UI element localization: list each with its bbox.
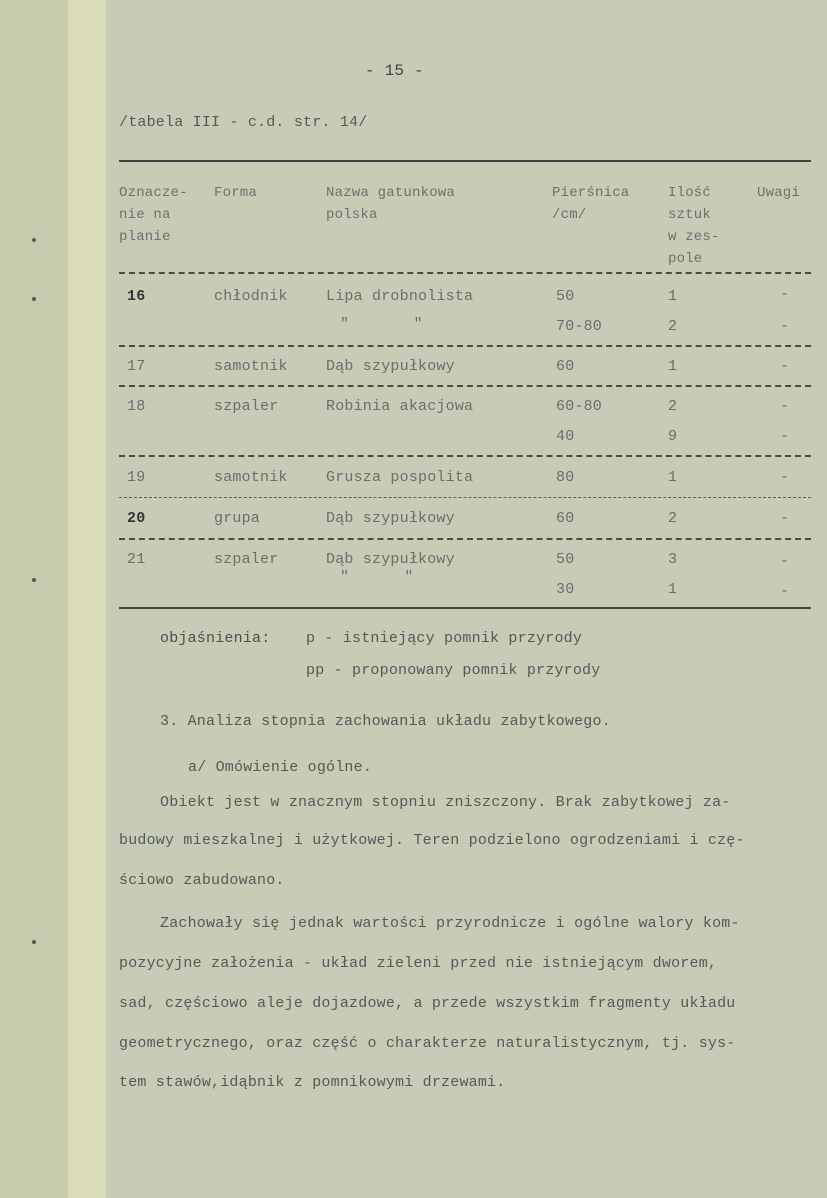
row-18-piersnica-1: 60-80 bbox=[556, 398, 603, 415]
section-heading: 3. Analiza stopnia zachowania układu zabytkowego. bbox=[160, 713, 611, 730]
row-19-nazwa-1: Grusza pospolita bbox=[326, 469, 474, 486]
row-20-uwagi-1: - bbox=[780, 510, 790, 527]
row-21-piersnica-2: 30 bbox=[556, 581, 575, 598]
row-20-ilosc-1: 2 bbox=[668, 510, 678, 527]
row-17-forma: samotnik bbox=[214, 358, 288, 375]
row-divider bbox=[119, 385, 811, 387]
row-21-ilosc-2: 1 bbox=[668, 581, 678, 598]
row-17-nr: 17 bbox=[127, 358, 146, 375]
row-divider bbox=[119, 455, 811, 457]
punch-hole-dot bbox=[32, 297, 36, 301]
row-18-nazwa-1: Robinia akacjowa bbox=[326, 398, 474, 415]
subsection-heading: a/ Omówienie ogólne. bbox=[188, 759, 373, 776]
row-21-uwagi-2: - bbox=[780, 583, 790, 600]
row-19-piersnica-1: 80 bbox=[556, 469, 575, 486]
row-16-uwagi-1: - bbox=[780, 286, 790, 303]
punch-hole-dot bbox=[32, 238, 36, 242]
table-caption: /tabela III - c.d. str. 14/ bbox=[119, 114, 368, 131]
scan-edge bbox=[68, 0, 106, 1198]
page-sheet bbox=[106, 0, 827, 1198]
binding-margin bbox=[0, 0, 68, 1198]
paragraph-line: Zachowały się jednak wartości przyrodnicze i ogólne walory kom- bbox=[160, 915, 740, 932]
row-16-uwagi-2: - bbox=[780, 318, 790, 335]
row-21-nr: 21 bbox=[127, 551, 146, 568]
row-20-nr: 20 bbox=[127, 510, 146, 527]
paragraph-line: Obiekt jest w znacznym stopniu zniszczony. Brak zabytkowej za- bbox=[160, 794, 731, 811]
header-nazwa: Nazwa gatunkowa polska bbox=[326, 185, 456, 223]
table-top-rule bbox=[119, 160, 811, 162]
punch-hole-dot bbox=[32, 578, 36, 582]
row-divider bbox=[119, 497, 811, 498]
paragraph-line: tem stawów,idąbnik z pomnikowymi drzewami. bbox=[119, 1074, 506, 1091]
header-rule bbox=[119, 272, 811, 274]
row-18-piersnica-2: 40 bbox=[556, 428, 575, 445]
row-18-ilosc-1: 2 bbox=[668, 398, 678, 415]
page-number: - 15 - bbox=[365, 62, 424, 80]
row-16-nazwa-1: Lipa drobnolista bbox=[326, 288, 474, 305]
header-piersnica: Pierśnica /cm/ bbox=[552, 185, 630, 223]
row-18-uwagi-1: - bbox=[780, 398, 790, 415]
row-20-forma: grupa bbox=[214, 510, 261, 527]
row-19-ilosc-1: 1 bbox=[668, 469, 678, 486]
row-18-nr: 18 bbox=[127, 398, 146, 415]
row-18-uwagi-2: - bbox=[780, 428, 790, 445]
row-21-nazwa-1: Dąb szypułkowy bbox=[326, 551, 455, 568]
row-20-piersnica-1: 60 bbox=[556, 510, 575, 527]
paragraph-line: ściowo zabudowano. bbox=[119, 872, 285, 889]
paragraph-line: geometrycznego, oraz część o charakterze naturalistycznym, tj. sys- bbox=[119, 1035, 736, 1052]
row-19-nr: 19 bbox=[127, 469, 146, 486]
legend-line-1: p - istniejący pomnik przyrody bbox=[306, 630, 583, 647]
row-21-ilosc-1: 3 bbox=[668, 551, 678, 568]
row-16-piersnica-2: 70-80 bbox=[556, 318, 603, 335]
row-16-nazwa-2: " " bbox=[340, 316, 423, 333]
header-ilosc: Ilość sztuk w zes- pole bbox=[668, 185, 720, 267]
punch-hole-dot bbox=[32, 940, 36, 944]
header-uwagi: Uwagi bbox=[757, 185, 801, 201]
row-20-nazwa-1: Dąb szypułkowy bbox=[326, 510, 455, 527]
row-21-nazwa-2: " " bbox=[340, 569, 414, 586]
row-16-ilosc-1: 1 bbox=[668, 288, 678, 305]
legend-line-2: pp - proponowany pomnik przyrody bbox=[306, 662, 601, 679]
row-19-forma: samotnik bbox=[214, 469, 288, 486]
row-19-uwagi-1: - bbox=[780, 469, 790, 486]
row-16-nr: 16 bbox=[127, 288, 146, 305]
row-18-ilosc-2: 9 bbox=[668, 428, 678, 445]
row-16-forma: chłodnik bbox=[214, 288, 288, 305]
row-17-nazwa-1: Dąb szypułkowy bbox=[326, 358, 455, 375]
row-16-piersnica-1: 50 bbox=[556, 288, 575, 305]
paragraph-line: budowy mieszkalnej i użytkowej. Teren podzielono ogrodzeniami i czę- bbox=[119, 832, 745, 849]
row-17-ilosc-1: 1 bbox=[668, 358, 678, 375]
header-forma: Forma bbox=[214, 185, 258, 201]
row-21-piersnica-1: 50 bbox=[556, 551, 575, 568]
row-17-uwagi-1: - bbox=[780, 358, 790, 375]
legend-lead: objaśnienia: bbox=[160, 630, 271, 647]
row-divider bbox=[119, 345, 811, 347]
row-17-piersnica-1: 60 bbox=[556, 358, 575, 375]
row-21-forma: szpaler bbox=[214, 551, 279, 568]
paragraph-line: pozycyjne założenia - układ zieleni przed nie istniejącym dworem, bbox=[119, 955, 718, 972]
row-18-forma: szpaler bbox=[214, 398, 279, 415]
paragraph-line: sad, częściowo aleje dojazdowe, a przede wszystkim fragmenty układu bbox=[119, 995, 736, 1012]
table-bottom-rule bbox=[119, 607, 811, 609]
header-oznaczenie: Oznacze- nie na planie bbox=[119, 185, 188, 245]
row-21-uwagi-1: - bbox=[780, 553, 790, 570]
row-divider bbox=[119, 538, 811, 540]
row-16-ilosc-2: 2 bbox=[668, 318, 678, 335]
